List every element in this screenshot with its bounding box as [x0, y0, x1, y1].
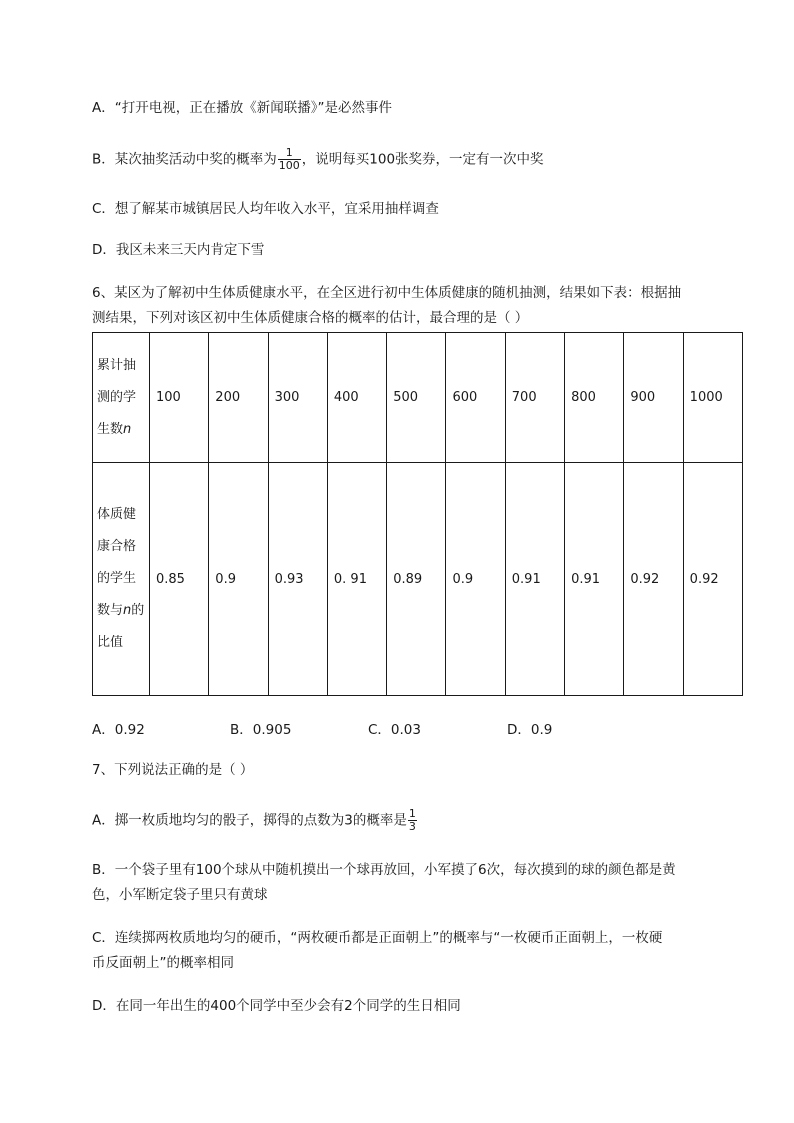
q7-option-a	[92, 808, 418, 833]
fraction-numerator: 1	[408, 807, 416, 820]
variable-n: n	[123, 603, 132, 618]
q5-option-b-text: B．某次抽奖活动中奖的概率为	[92, 151, 277, 168]
q6-option-d: D．0.9	[507, 722, 553, 738]
q7-option-c-line-2: 币反面朝上”的概率相同	[92, 955, 234, 971]
q7-stem: 7、下列说法正确的是（ ）	[92, 762, 254, 778]
table-row-sample-count	[93, 333, 743, 463]
table-cell: 700	[505, 333, 564, 463]
row-header-text: 累计抽测的学生数	[97, 357, 137, 437]
q5-option-c: C．想了解某市城镇居民人均年收入水平，宜采用抽样调查	[92, 201, 439, 217]
q6-stem-line-1: 6、某区为了解初中生体质健康水平，在全区进行初中生体质健康的随机抽测，结果如下表：根据抽	[92, 285, 682, 301]
q5-option-d: D．我区未来三天内肯定下雪	[92, 242, 265, 258]
table-cell: 0.92	[624, 463, 683, 696]
row-header-sample-count	[93, 333, 150, 463]
q5-fraction	[278, 147, 301, 172]
table-cell: 0. 91	[327, 463, 386, 696]
table-cell: 600	[446, 333, 505, 463]
table-cell: 0.91	[505, 463, 564, 696]
table-row-pass-ratio	[93, 463, 743, 696]
row-header-tail: 的比值	[97, 603, 145, 650]
table-cell: 900	[624, 333, 683, 463]
q6-option-a: A．0.92	[92, 722, 145, 738]
table-cell: 100	[150, 333, 209, 463]
table-cell: 0.91	[565, 463, 624, 696]
table-cell: 800	[565, 333, 624, 463]
q7-fraction	[408, 808, 417, 833]
table-cell: 0.85	[150, 463, 209, 696]
table-cell: 0.92	[683, 463, 742, 696]
row-header-text: 体质健康合格的学生数与	[97, 507, 137, 618]
q7-option-a-text: A．掷一枚质地均匀的骰子，掷得的点数为3的概率是	[92, 812, 407, 829]
table-cell: 500	[387, 333, 446, 463]
q7-option-b-line-2: 色，小军断定袋子里只有黄球	[92, 887, 268, 903]
table-cell: 0.93	[268, 463, 327, 696]
table-cell: 0.9	[209, 463, 268, 696]
fraction-denominator: 100	[278, 159, 300, 172]
table-cell: 400	[327, 333, 386, 463]
variable-n: n	[123, 421, 132, 437]
fraction-numerator: 1	[278, 147, 301, 160]
q5-option-b-tail: ，说明每买100张奖券，一定有一次中奖	[301, 151, 544, 168]
q7-option-c-line-1: C．连续掷两枚质地均匀的硬币，“两枚硬币都是正面朝上”的概率与“一枚硬币正面朝上，一枚硬	[92, 930, 663, 946]
table-cell: 300	[268, 333, 327, 463]
q7-option-d: D．在同一年出生的400个同学中至少会有2个同学的生日相同	[92, 998, 461, 1014]
row-header-pass-ratio	[93, 463, 150, 696]
q6-option-b: B．0.905	[230, 722, 292, 738]
q6-option-c: C．0.03	[368, 722, 421, 738]
table-cell: 1000	[683, 333, 742, 463]
table-cell: 0.9	[446, 463, 505, 696]
table-cell: 200	[209, 333, 268, 463]
q6-stem-line-2: 测结果，下列对该区初中生体质健康合格的概率的估计，最合理的是（ ）	[92, 310, 529, 326]
q6-data-table	[92, 332, 743, 696]
q5-option-b	[92, 147, 544, 172]
fraction-denominator: 3	[408, 820, 416, 833]
q7-option-b-line-1: B．一个袋子里有100个球从中随机摸出一个球再放回，小军摸了6次，每次摸到的球的颜色都是黄	[92, 862, 676, 878]
q5-option-a: A．“打开电视，正在播放《新闻联播》”是必然事件	[92, 100, 392, 116]
table-cell: 0.89	[387, 463, 446, 696]
